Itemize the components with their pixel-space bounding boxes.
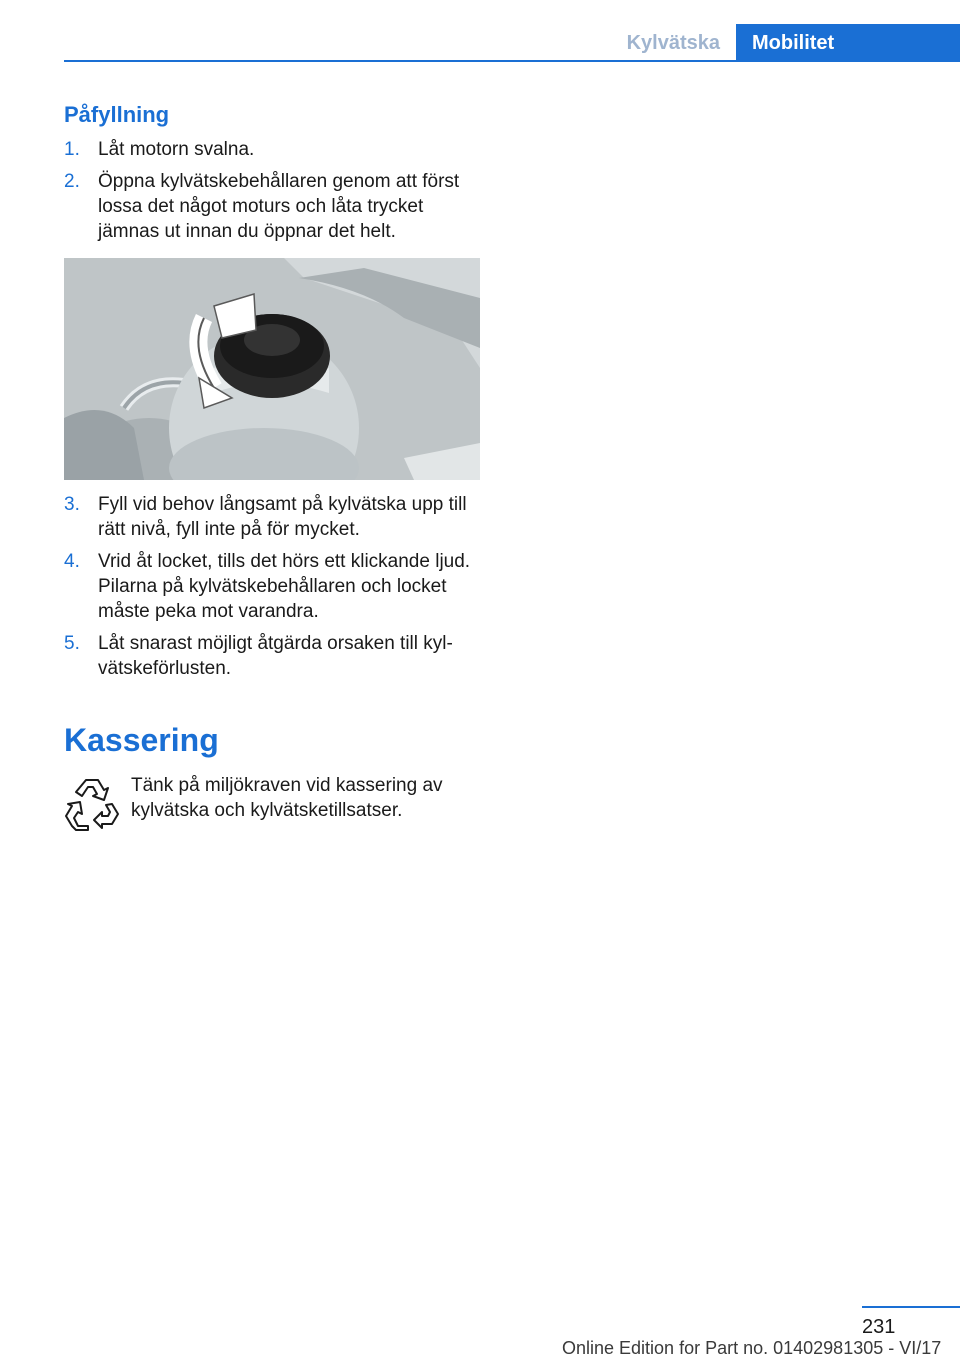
- step-item: [64, 169, 484, 244]
- step-item: [64, 549, 484, 624]
- step-text: Öppna kylvätskebehållaren genom att först lossa det något moturs och låta trycket jämnas ut innan du öppnar det helt.: [98, 171, 460, 242]
- step-number: 5.: [64, 633, 80, 654]
- step-text: Låt snarast möjligt åtgärda orsaken till kyl-vätskeförlusten.: [98, 633, 453, 679]
- chapter-tab: Mobilitet: [736, 24, 960, 62]
- step-number: 2.: [64, 171, 80, 192]
- step-text: Vrid åt locket, tills det hörs ett klickande ljud. Pilarna på kylvätskebehållaren och locket måste peka mot varandra.: [98, 551, 471, 622]
- page-header: [64, 24, 960, 62]
- step-text: Fyll vid behov långsamt på kylvätska upp till rätt nivå, fyll inte på för mycket.: [98, 494, 467, 540]
- section-tab: Kylvätska: [626, 32, 720, 54]
- disposal-text: Tänk på miljökraven vid kassering av kylvätska och kylvätsketillsatser.: [131, 775, 443, 821]
- recycle-icon: [64, 774, 120, 832]
- step-item: [64, 492, 484, 542]
- page-number: 231: [862, 1316, 896, 1338]
- refill-heading: Påfyllning: [64, 102, 170, 127]
- step-number: 3.: [64, 494, 80, 515]
- coolant-cap-illustration: [64, 258, 480, 480]
- disposal-heading: Kassering: [64, 722, 219, 758]
- header-rule: [64, 60, 960, 62]
- step-item: [64, 631, 484, 681]
- step-item: [64, 137, 484, 162]
- footer-rule: [862, 1306, 960, 1308]
- step-number: 4.: [64, 551, 80, 572]
- refill-steps-second: [64, 492, 484, 688]
- step-number: 1.: [64, 139, 80, 160]
- step-text: Låt motorn svalna.: [98, 139, 255, 160]
- refill-steps-first: [64, 137, 484, 251]
- edition-note: Online Edition for Part no. 01402981305 - VI/17: [562, 1338, 942, 1358]
